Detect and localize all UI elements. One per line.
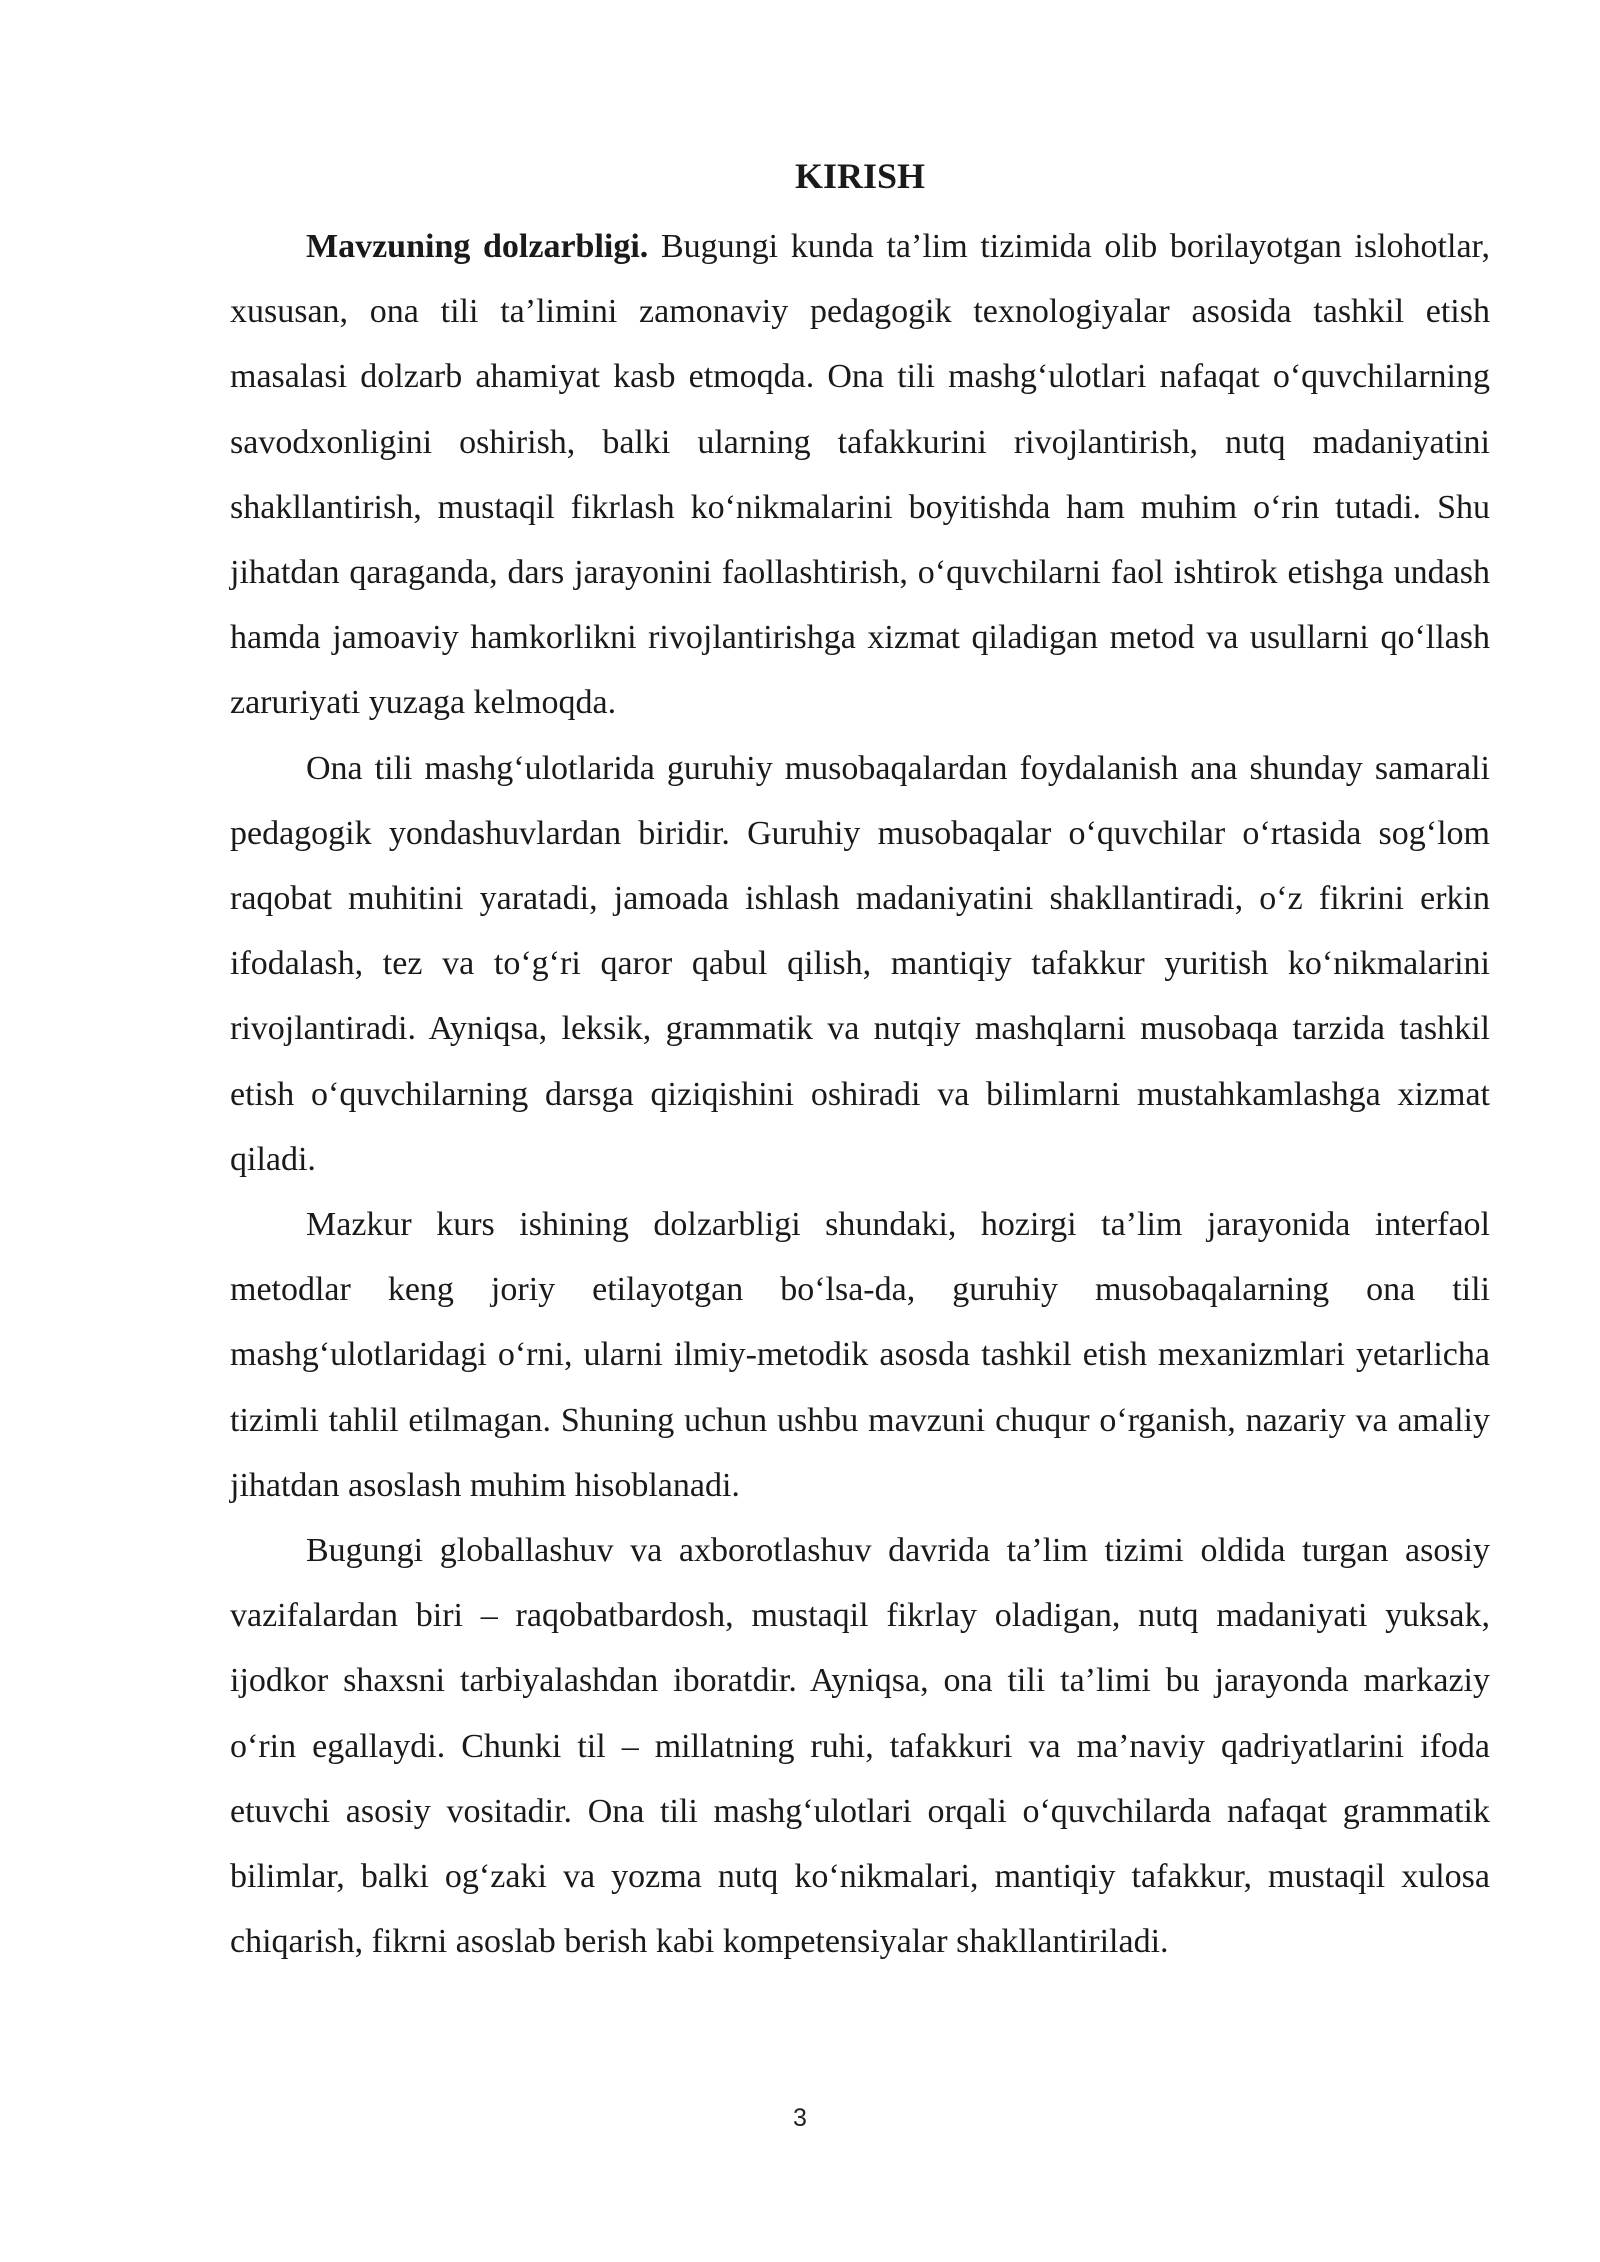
paragraph-text: Bugungi kunda ta’lim tizimida olib borilayotgan islohotlar, xususan, ona tili ta’limini zamonaviy pedagogik texnologiyalar asosida tashkil etish masalasi dolzarb ahamiyat kasb etmoqda. Ona tili mashg‘ulotlari nafaqat o‘quvchilarning savodxonligini oshirish, balki ularning tafakkurini rivojlantirish, nutq madaniyatini shakllantirish, mustaqil fikrlash ko‘nikmalarini boyitishda ham muhim o‘rin tutadi. Shu jihatdan qaraganda, dars jarayonini faollashtirish, o‘quvchilarni faol ishtirok etishga undash hamda jamoaviy hamkorlikni rivojlantirishga xizmat qiladigan metod va usullarni qo‘llash zaruriyati yuzaga kelmoqda. <box>230 228 1490 722</box>
paragraph-group-competitions: Ona tili mashg‘ulotlarida guruhiy musobaqalardan foydalanish ana shunday samarali pedagogik yondashuvlardan biridir. Guruhiy musobaqalar o‘quvchilar o‘rtasida sog‘lom raqobat muhitini yaratadi, jamoada ishlash madaniyatini shakllantiradi, o‘z fikrini erkin ifodalash, tez va to‘g‘ri qaror qabul qilish, mantiqiy tafakkur yuritish ko‘nikmalarini rivojlantiradi. Ayniqsa, leksik, grammatik va nutqiy mashqlarni musobaqa tarzida tashkil etish o‘quvchilarning darsga qiziqishini oshiradi va bilimlarni mustahkamlashga xizmat qiladi. <box>230 749 1490 1178</box>
paragraph-globalization: Bugungi globallashuv va axborotlashuv davrida ta’lim tizimi oldida turgan asosiy vazifalardan biri – raqobatbardosh, mustaqil fikrlay oladigan, nutq madaniyati yuksak, ijodkor shaxsni tarbiyalashdan iboratdir. Ayniqsa, ona tili ta’limi bu jarayonda markaziy o‘rin egallaydi. Chunki til – millatning ruhi, tafakkuri va ma’naviy qadriyatlarini ifoda etuvchi asosiy vositadir. Ona tili mashg‘ulotlari orqali o‘quvchilarda nafaqat grammatik bilimlar, balki og‘zaki va yozma nutq ko‘nikmalari, mantiqiy tafakkur, mustaqil xulosa chiqarish, fikrni asoslab berish kabi kompetensiyalar shakllantiriladi. <box>230 1532 1490 1961</box>
paragraph-relevance <box>230 214 1490 736</box>
paragraph-course-work-relevance: Mazkur kurs ishining dolzarbligi shundaki, hozirgi ta’lim jarayonida interfaol metodlar keng joriy etilayotgan bo‘lsa-da, guruhiy musobaqalarning ona tili mashg‘ulotlaridagi o‘rni, ularni ilmiy-metodik asosda tashkil etish mexanizmlari yetarlicha tizimli tahlil etilmagan. Shuning uchun ushbu mavzuni chuqur o‘rganish, nazariy va amaliy jihatdan asoslash muhim hisoblanadi. <box>230 1206 1490 1504</box>
section-title: KIRISH <box>794 156 926 196</box>
paragraph-lead-heading: Mavzuning dolzarbligi. <box>306 228 649 265</box>
page-content <box>230 148 1490 1974</box>
page-number: 3 <box>793 2104 807 2132</box>
